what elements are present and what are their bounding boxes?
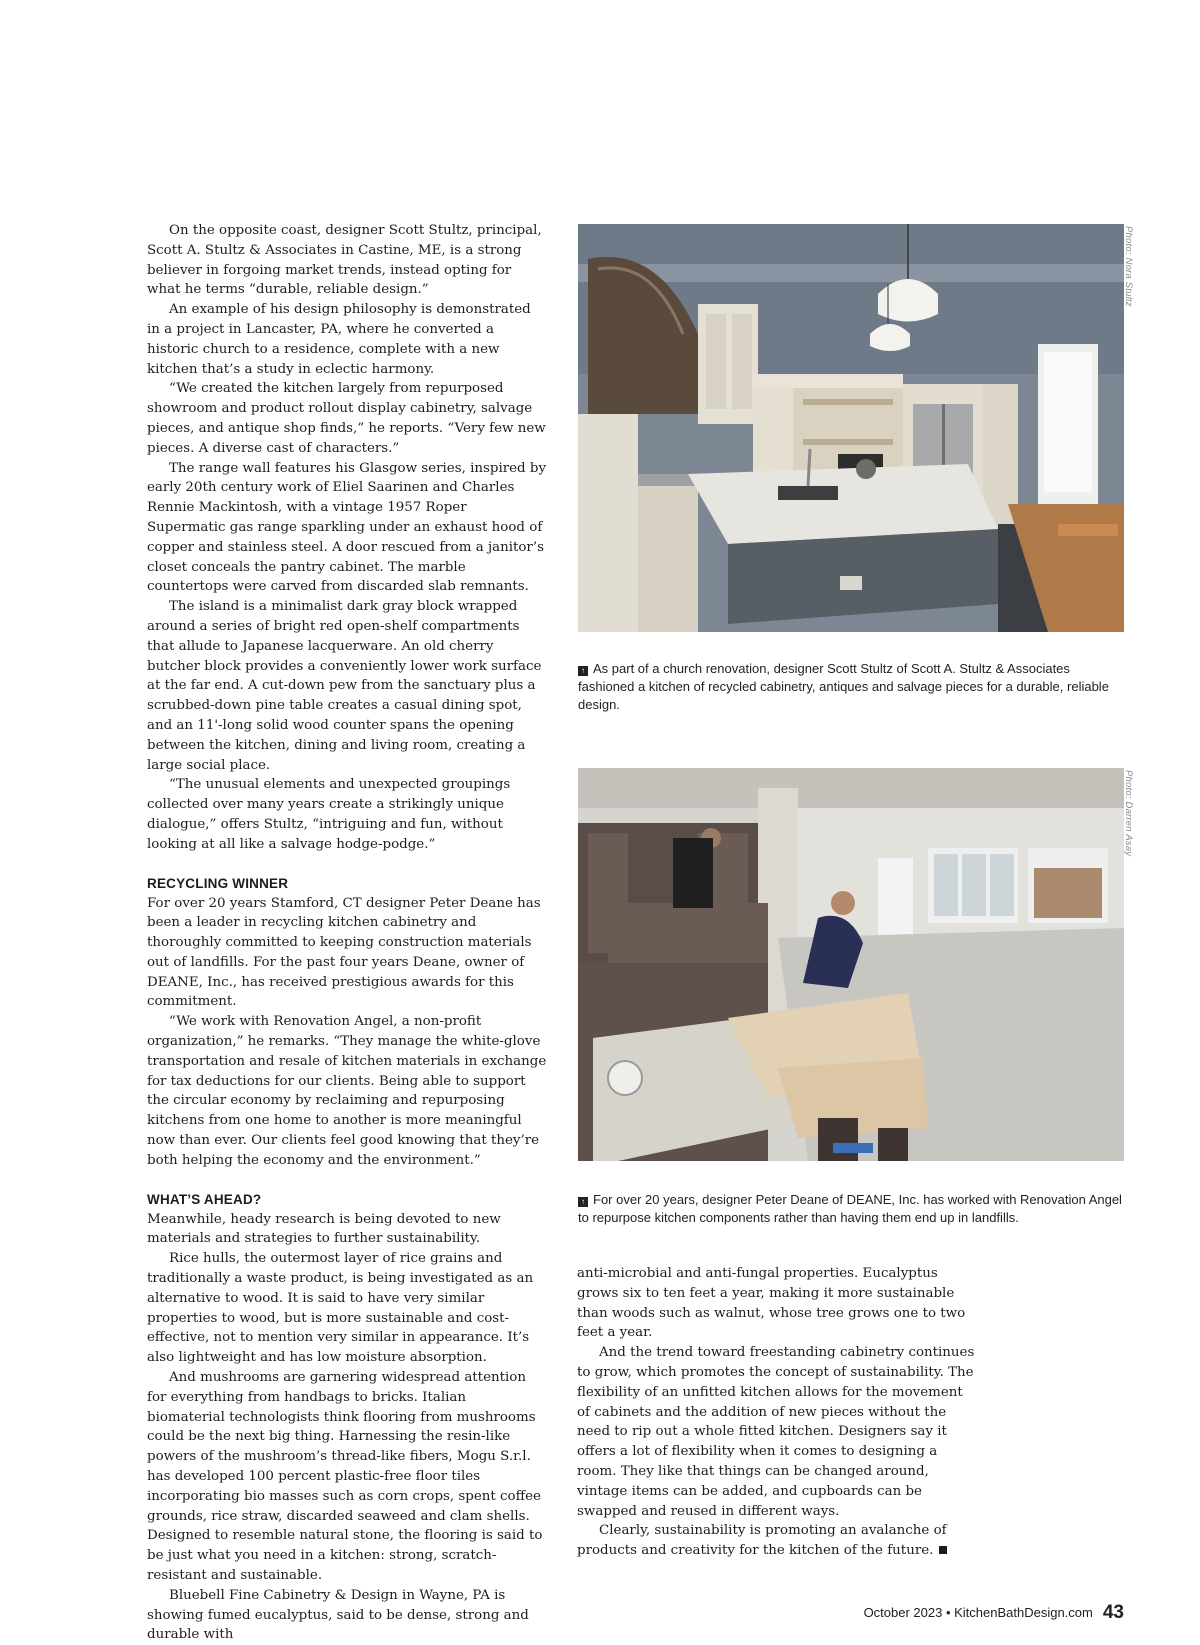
paragraph-text: And mushrooms are garnering widespread attention for everything from handbags to bricks. Italian biomaterial technologists think flooring from mushrooms could be the next big thing. Harnessing the resin-like powers of the mushroom’s thread-like fibers, Mogu S.r.l. has developed 100 percent plastic-free floor tiles incorporating bio masses such as corn crops, spent coffee grounds, rice straw, discarded seaweed and clam shells. Designed to resemble natural stone, the flooring is said to be just what you need in a kitchen: strong, scratch-resistant and sustainable. — [147, 1370, 543, 1583]
end-of-article-mark — [939, 1546, 947, 1554]
page-footer — [864, 1602, 1124, 1624]
paragraph-text: The range wall features his Glasgow series, inspired by early 20th century work of Eliel Saarinen and Charles Rennie Mackintosh, with a vintage 1957 Roper Supermatic gas range sparkling under an exhaust hood of copper and stainless steel. A door rescued from a janitor’s closet conceals the pantry cabinet. The marble countertops were carved from discarded slab remnants. — [147, 460, 547, 595]
paragraph-text: Clearly, sustainability is promoting an avalanche of products and creativity for the kitchen of the future. — [577, 1523, 947, 1559]
renovation-workers-photo — [578, 768, 1124, 1161]
body-paragraph — [147, 775, 547, 854]
body-paragraph — [147, 1210, 547, 1250]
body-paragraph — [147, 1012, 547, 1170]
paragraph-text: An example of his design philosophy is demonstrated in a project in Lancaster, PA, where he converted a historic church to a residence, complete with a new kitchen that’s a study in eclectic harmony. — [147, 302, 531, 377]
paragraph-text: Meanwhile, heady research is being devoted to new materials and strategies to further sustainability. — [147, 1211, 501, 1247]
caption-text-2: For over 20 years, designer Peter Deane of DEANE, Inc. has worked with Renovation Angel to repurpose kitchen components rather than having them end up in landfills. — [578, 1192, 1122, 1225]
body-paragraph — [577, 1343, 980, 1521]
body-paragraph — [147, 300, 547, 379]
paragraph-text: “The unusual elements and unexpected groupings collected over many years create a strikingly unique dialogue,” offers Stultz, “intriguing and fun, without looking at all like a salvage hodge-podge.” — [147, 777, 511, 852]
heading-text: WHAT’S AHEAD? — [147, 1191, 262, 1207]
paragraph-text: “We created the kitchen largely from repurposed showroom and product rollout display cabinetry, salvage pieces, and antique shop finds,” he reports. “Very few new pieces. A diverse cast of characters.” — [147, 381, 546, 456]
body-paragraph — [577, 1264, 980, 1343]
section-heading — [147, 874, 547, 894]
footer-issue-site: October 2023 • KitchenBathDesign.com — [863, 1605, 1093, 1620]
photo-caption-1 — [578, 660, 1124, 714]
photo-caption-2 — [578, 1191, 1124, 1227]
caption-arrow-icon: ↑ — [578, 666, 588, 676]
section-heading — [147, 1190, 547, 1210]
paragraph-text: On the opposite coast, designer Scott Stultz, principal, Scott A. Stultz & Associates in Castine, ME, is a strong believer in forgoing market trends, instead opting for what he terms “durable, reliable design.” — [147, 223, 542, 298]
body-paragraph — [147, 597, 547, 775]
page-number: 43 — [1102, 1602, 1124, 1623]
caption-arrow-icon: ↑ — [578, 1197, 588, 1207]
photo-credit-1: Photo: Nora Stultz — [1123, 226, 1134, 307]
body-paragraph — [147, 379, 547, 458]
body-paragraph — [147, 1249, 547, 1368]
body-paragraph — [147, 1368, 547, 1586]
body-paragraph — [147, 894, 547, 1013]
body-paragraph — [147, 459, 547, 598]
caption-text-1: As part of a church renovation, designer Scott Stultz of Scott A. Stultz & Associates fashioned a kitchen of recycled cabinetry, antiques and salvage pieces for a durable, reliable design. — [578, 661, 1109, 712]
paragraph-text: Rice hulls, the outermost layer of rice grains and traditionally a waste product, is being investigated as an alternative to wood. It is said to have very similar properties to wood, but is more sustainable and cost-effective, not to mention very similar in appearance. It’s also lightweight and has low moisture absorption. — [147, 1251, 534, 1366]
paragraph-text: Bluebell Fine Cabinetry & Design in Wayne, PA is showing fumed eucalyptus, said to be dense, strong and durable with — [147, 1587, 529, 1643]
paragraph-text: For over 20 years Stamford, CT designer Peter Deane has been a leader in recycling kitchen cabinetry and thoroughly committed to keeping construction materials out of landfills. For the past four years Deane, owner of DEANE, Inc., has received prestigious awards for this commitment. — [147, 895, 541, 1010]
article-left-column — [147, 221, 547, 1645]
body-paragraph — [147, 1586, 547, 1645]
photo-credit-2: Photo: Darren Asay — [1123, 770, 1134, 857]
heading-text: RECYCLING WINNER — [147, 875, 289, 891]
paragraph-text: “We work with Renovation Angel, a non-profit organization,” he remarks. “They manage the white-glove transportation and resale of kitchen materials in exchange for tax deductions for our clients. Being able to support the circular economy by reclaiming and repurposing kitchens from one home to another is more meaningful now than ever. Our clients feel good knowing that they’re both helping the economy and the environment.” — [147, 1014, 547, 1168]
body-paragraph — [577, 1521, 980, 1561]
paragraph-text: And the trend toward freestanding cabinetry continues to grow, which promotes the concept of sustainability. The flexibility of an unfitted kitchen allows for the movement of cabinets and the addition of new pieces without the need to rip out a whole fitted kitchen. Designers say it offers a lot of flexibility when it comes to designing a room. They like that things can be changed around, vintage items can be added, and cupboards can be swapped and reused in different ways. — [577, 1345, 975, 1519]
kitchen-church-photo — [578, 224, 1124, 632]
paragraph-text: anti-microbial and anti-fungal properties. Eucalyptus grows six to ten feet a year, making it more sustainable than woods such as walnut, whose tree grows one to two feet a year. — [577, 1266, 966, 1341]
body-paragraph — [147, 221, 547, 300]
paragraph-text: The island is a minimalist dark gray block wrapped around a series of bright red open-shelf compartments that allude to Japanese lacquerware. An old cherry butcher block provides a conveniently lower work surface at the far end. A cut-down pew from the sanctuary plus a scrubbed-down pine table creates a casual dining spot, and an 11'-long solid wood counter spans the opening between the kitchen, dining and living room, creating a large social place. — [147, 599, 542, 773]
article-right-column — [577, 1264, 980, 1561]
